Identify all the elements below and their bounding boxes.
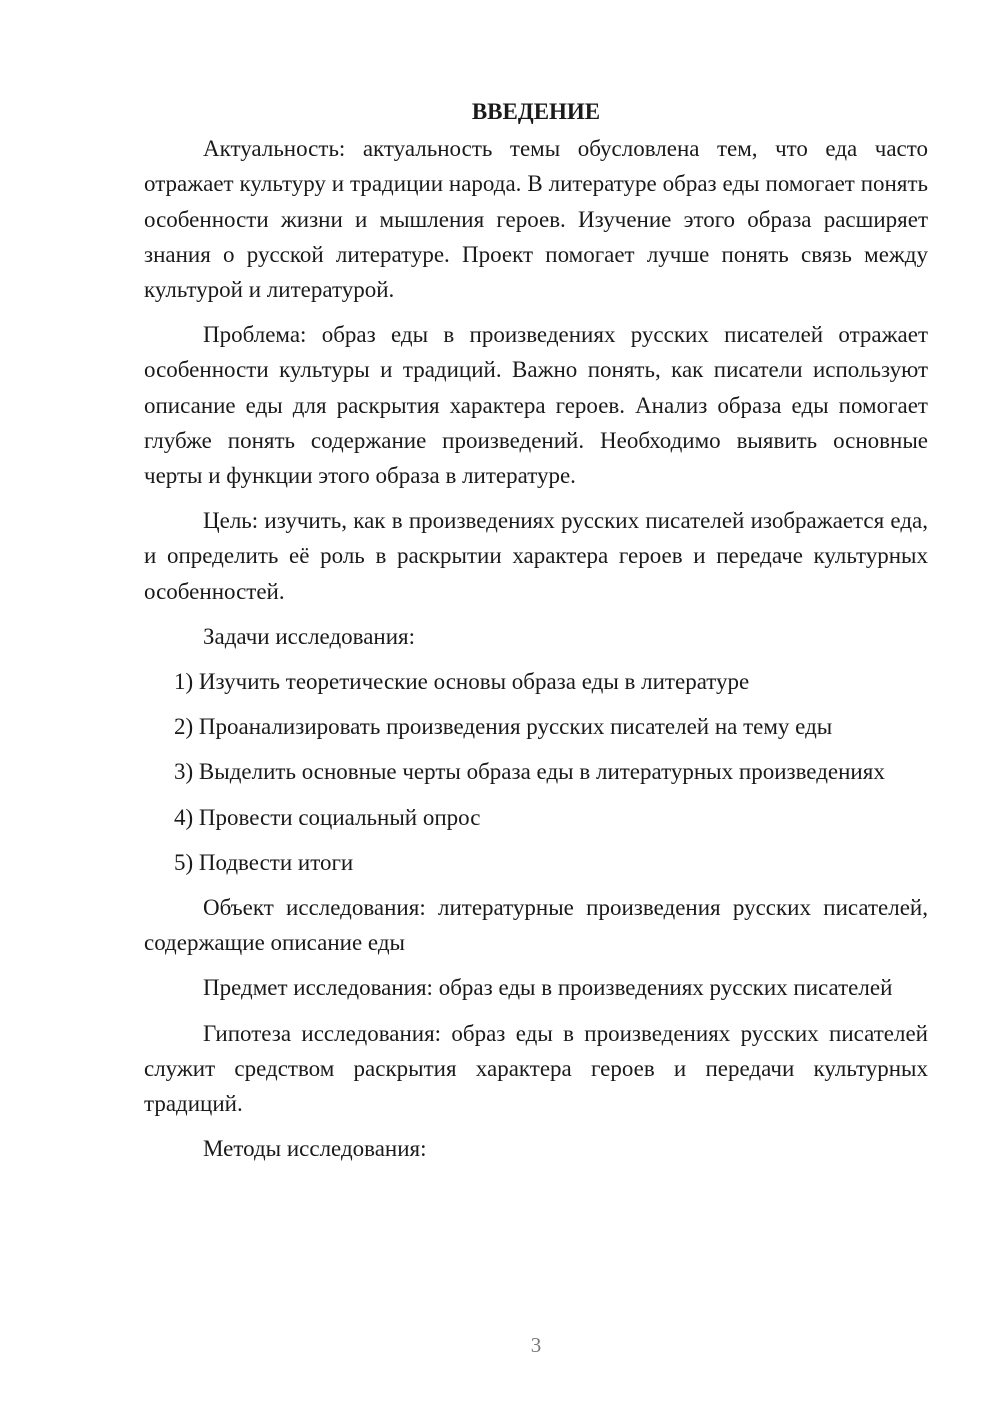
page-number: 3 <box>530 1333 542 1357</box>
tasks-heading: Задачи исследования: <box>203 623 416 649</box>
list-item: 3) Выделить основные черты образа еды в литературных произведениях <box>174 759 885 785</box>
page-title: ВВЕДЕНИЕ <box>471 99 601 124</box>
methods-heading: Методы исследования: <box>203 1136 427 1162</box>
list-item: 1) Изучить теоретические основы образа еды в литературе <box>174 669 750 695</box>
goal-paragraph: Цель: изучить, как в произведениях русских писателей изображается еда, и определить её роль в раскрытии характера героев и передаче культурных особенностей. <box>144 508 928 604</box>
page-content <box>144 94 928 1176</box>
list-item: 5) Подвести итоги <box>174 849 354 875</box>
problem-paragraph: Проблема: образ еды в произведениях русских писателей отражает особенности культуры и традиций. Важно понять, как писатели используют описание еды для раскрытия характера героев. Анализ образа еды помогает глубже понять содержание произведений. Необходимо выявить основные черты и функции этого образа в литературе. <box>144 322 928 489</box>
object-paragraph: Объект исследования: литературные произведения русских писателей, содержащие описание еды <box>144 895 928 956</box>
subject-paragraph: Предмет исследования: образ еды в произведениях русских писателей <box>203 975 893 1001</box>
list-item: 2) Проанализировать произведения русских писателей на тему еды <box>174 714 833 740</box>
hypothesis-paragraph: Гипотеза исследования: образ еды в произведениях русских писателей служит средством раскрытия характера героев и передачи культурных традиций. <box>144 1020 928 1117</box>
tasks-list <box>144 664 928 880</box>
list-item: 4) Провести социальный опрос <box>174 804 481 830</box>
relevance-paragraph: Актуальность: актуальность темы обусловлена тем, что еда часто отражает культуру и традиции народа. В литературе образ еды помогает понять особенности жизни и мышления героев. Изучение этого образа расширяет знания о русской литературе. Проект помогает лучше понять связь между культурой и литературой. <box>144 136 928 303</box>
